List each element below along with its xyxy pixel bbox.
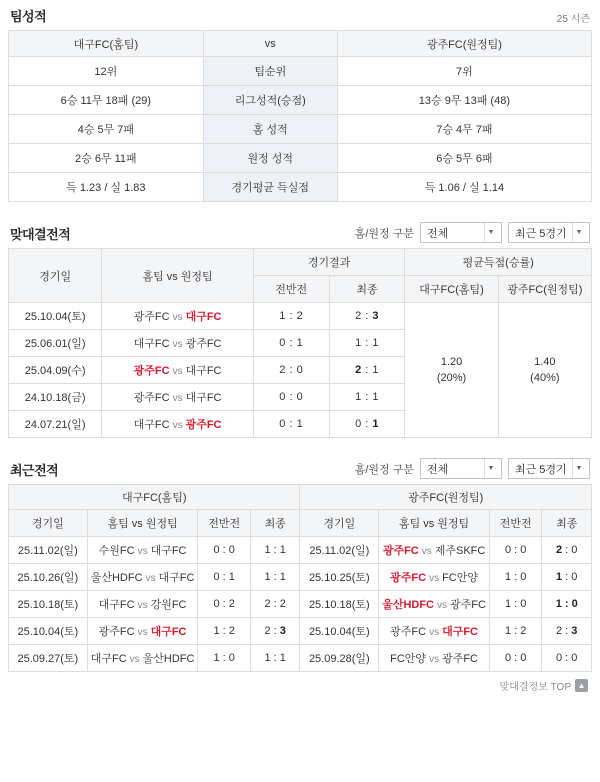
vs-label: vs [421, 546, 432, 557]
h2h-range-value: 최근 5경기 [515, 227, 567, 240]
away-team: 강원FC [150, 599, 187, 611]
table-header-row [9, 249, 592, 276]
final-score [542, 618, 592, 645]
vs-label: vs [129, 654, 140, 665]
home-value: 6승 11무 18패 (29) [9, 86, 204, 115]
header-date-away: 경기일 [300, 510, 379, 537]
home-value: 2승 6무 11패 [9, 144, 204, 173]
recent-header [8, 452, 592, 484]
h2h-homeaway-value: 전체 [427, 227, 449, 240]
vs-label: vs [172, 339, 183, 350]
home-team: 광주FC [390, 572, 427, 584]
vs-label: vs [172, 366, 183, 377]
final-left: 1 : 1 [355, 391, 379, 403]
away-value: 6승 5무 6패 [337, 144, 591, 173]
half-score: 0 : 1 [253, 330, 329, 357]
recent-range-value: 최근 5경기 [515, 463, 567, 476]
row-label: 팀순위 [203, 57, 337, 86]
home-team: 광주FC [98, 626, 135, 638]
group-home-team: 대구FC(홈팀) [9, 485, 300, 510]
match-date: 25.10.04(토) [9, 303, 102, 330]
final-score [329, 411, 405, 438]
header-date-home: 경기일 [9, 510, 88, 537]
header-match-home: 홈팀 vs 원정팀 [87, 510, 198, 537]
match-date: 25.10.04(토) [9, 618, 88, 645]
away-team: 대구FC [442, 626, 478, 638]
header-avg-away: 광주FC(원정팀) [498, 276, 591, 303]
away-team: 제주SKFC [434, 545, 486, 557]
final-score [542, 564, 592, 591]
h2h-body [9, 303, 592, 438]
chevron-down-icon: ▼ [572, 223, 585, 242]
final-right: 3 [372, 310, 379, 322]
final-left: 1 : 1 [264, 544, 286, 556]
away-team: FC안양 [442, 572, 478, 584]
final-score [329, 357, 405, 384]
vs-label: vs [137, 627, 148, 638]
match-teams [87, 564, 198, 591]
header-avg-home: 대구FC(홈팀) [405, 276, 498, 303]
half-score: 0 : 0 [198, 537, 250, 564]
vs-label: vs [429, 573, 440, 584]
match-teams [102, 303, 254, 330]
header-final-away: 최종 [542, 510, 592, 537]
row-label: 홈 성적 [203, 115, 337, 144]
match-teams [102, 330, 254, 357]
header-half: 전반전 [253, 276, 329, 303]
final-score [329, 303, 405, 330]
match-teams [102, 411, 254, 438]
header-final: 최종 [329, 276, 405, 303]
home-value: 4승 5무 7패 [9, 115, 204, 144]
chevron-down-icon: ▼ [572, 459, 585, 478]
final-left: 1 : 1 [264, 652, 286, 664]
home-team: 대구FC [133, 419, 170, 431]
match-date: 25.10.26(일) [9, 564, 88, 591]
final-left: 2 : [264, 625, 280, 637]
final-left: 2 [355, 364, 362, 376]
half-score: 1 : 2 [253, 303, 329, 330]
final-score [250, 564, 300, 591]
away-team: 광주FC [450, 599, 486, 611]
final-left: 0 : 0 [556, 652, 578, 664]
match-date: 24.10.18(금) [9, 384, 102, 411]
avg-away-cell [498, 303, 591, 438]
match-date: 25.11.02(일) [9, 537, 88, 564]
match-teams [379, 591, 490, 618]
match-date: 25.11.02(일) [300, 537, 379, 564]
home-value: 득 1.23 / 실 1.83 [9, 173, 204, 202]
row-label: 원정 성적 [203, 144, 337, 173]
away-value: 득 1.06 / 실 1.14 [337, 173, 591, 202]
h2h-homeaway-select[interactable] [420, 222, 502, 243]
final-score [542, 591, 592, 618]
match-date: 25.10.25(토) [300, 564, 379, 591]
recent-homeaway-select[interactable] [420, 458, 502, 479]
final-score [329, 330, 405, 357]
chevron-down-icon: ▼ [484, 459, 497, 478]
final-score [542, 537, 592, 564]
final-right: 3 [279, 625, 286, 637]
avg-away-rate: (40%) [530, 372, 560, 384]
recent-filter-label: 홈/원정 구분 [354, 463, 414, 476]
header-avg: 평균득점(승률) [405, 249, 592, 276]
vs-label: vs [137, 600, 148, 611]
header-match-away: 홈팀 vs 원정팀 [379, 510, 490, 537]
half-score: 1 : 0 [489, 591, 541, 618]
group-header-row [9, 485, 592, 510]
half-score: 1 : 0 [489, 564, 541, 591]
group-away-team: 광주FC(원정팀) [300, 485, 592, 510]
final-left: 2 : [556, 625, 572, 637]
home-team: 대구FC [98, 599, 135, 611]
match-teams [87, 645, 198, 672]
final-score [250, 645, 300, 672]
season-label: 25 시즌 [556, 14, 590, 25]
final-right: : 0 [562, 571, 578, 583]
match-teams [87, 618, 198, 645]
table-row [9, 115, 592, 144]
match-teams [379, 537, 490, 564]
section-title-recent: 최근전적 [10, 463, 59, 478]
header-half-home: 전반전 [198, 510, 250, 537]
footer-label: 맞대결정보 TOP [499, 682, 571, 693]
table-row [9, 564, 592, 591]
away-team: 대구FC [158, 572, 195, 584]
final-left: 2 [556, 544, 563, 556]
final-right: : 1 [361, 364, 379, 376]
half-score: 0 : 0 [489, 537, 541, 564]
home-team: 광주FC [133, 311, 170, 323]
final-score [250, 618, 300, 645]
table-header-row [9, 31, 592, 57]
vs-label: vs [429, 627, 440, 638]
vs-label: vs [172, 312, 183, 323]
vs-label: vs [429, 654, 440, 665]
final-left: 1 : 1 [355, 337, 379, 349]
table-row [9, 618, 592, 645]
recent-body [9, 537, 592, 672]
final-left: 2 : [355, 310, 373, 322]
header-away-team: 광주FC(원정팀) [337, 31, 591, 57]
match-teams [102, 384, 254, 411]
h2h-header [8, 216, 592, 248]
away-team: 광주FC [185, 419, 222, 431]
table-row [9, 173, 592, 202]
final-left: 2 : 2 [264, 598, 286, 610]
away-team: 대구FC [185, 311, 222, 323]
recent-filters [355, 458, 590, 479]
away-value: 7위 [337, 57, 591, 86]
half-score: 0 : 1 [198, 564, 250, 591]
vs-label: vs [172, 393, 183, 404]
half-score: 1 : 2 [198, 618, 250, 645]
home-team: 울산HDFC [382, 599, 435, 611]
away-value: 13승 9무 13패 (48) [337, 86, 591, 115]
final-left: 1 [556, 571, 563, 583]
home-team: 대구FC [133, 338, 170, 350]
final-score [542, 645, 592, 672]
away-team: 대구FC [150, 626, 187, 638]
vs-label: vs [145, 573, 156, 584]
away-team: 대구FC [150, 545, 187, 557]
header-result: 경기결과 [253, 249, 405, 276]
home-team: 광주FC [390, 626, 427, 638]
home-value: 12위 [9, 57, 204, 86]
match-teams [379, 618, 490, 645]
section-title-team-stats: 팀성적 [10, 9, 47, 24]
row-label: 리그성적(승점) [203, 86, 337, 115]
header-date: 경기일 [9, 249, 102, 303]
vs-label: vs [137, 546, 148, 557]
home-team: 광주FC [133, 392, 170, 404]
h2h-table [8, 248, 592, 438]
avg-home-value: 1.20 [440, 355, 463, 368]
home-team: 광주FC [382, 545, 419, 557]
match-teams [102, 357, 254, 384]
match-date: 24.07.21(일) [9, 411, 102, 438]
away-value: 7승 4무 7패 [337, 115, 591, 144]
header-vs: vs [203, 31, 337, 57]
scroll-top-icon[interactable]: ▲ [575, 679, 588, 692]
final-right: 1 [372, 418, 379, 430]
match-date: 25.09.28(일) [300, 645, 379, 672]
header-match: 홈팀 vs 원정팀 [102, 249, 254, 303]
vs-label: vs [437, 600, 448, 611]
half-score: 2 : 0 [253, 357, 329, 384]
h2h-filter-label: 홈/원정 구분 [354, 227, 414, 240]
home-team: 광주FC [133, 365, 170, 377]
match-teams [87, 537, 198, 564]
final-left: 1 : 0 [555, 598, 578, 610]
half-score: 1 : 0 [198, 645, 250, 672]
half-score: 0 : 1 [253, 411, 329, 438]
final-right: 3 [571, 625, 578, 637]
home-team: 수원FC [98, 545, 135, 557]
match-date: 25.10.18(토) [300, 591, 379, 618]
match-date: 25.04.09(수) [9, 357, 102, 384]
away-team: 광주FC [442, 653, 478, 665]
table-row [9, 303, 592, 330]
home-team: 울산HDFC [90, 572, 143, 584]
recent-table [8, 484, 592, 672]
final-score [329, 384, 405, 411]
recent-range-select[interactable] [508, 458, 590, 479]
half-score: 0 : 0 [489, 645, 541, 672]
match-teams [379, 645, 490, 672]
match-teams [379, 564, 490, 591]
header-half-away: 전반전 [489, 510, 541, 537]
h2h-range-select[interactable] [508, 222, 590, 243]
team-stats-table [8, 30, 592, 202]
team-stats-header [8, 0, 592, 30]
recent-homeaway-value: 전체 [427, 463, 449, 476]
avg-away-value: 1.40 [534, 355, 556, 368]
header-final-home: 최종 [250, 510, 300, 537]
home-team: 대구FC [90, 653, 127, 665]
away-team: 대구FC [185, 365, 222, 377]
final-left: 0 : [355, 418, 373, 430]
match-date: 25.06.01(일) [9, 330, 102, 357]
table-row [9, 86, 592, 115]
footer [8, 672, 592, 697]
h2h-filters [355, 222, 590, 243]
table-row [9, 591, 592, 618]
row-label: 경기평균 득실점 [203, 173, 337, 202]
match-date: 25.10.18(토) [9, 591, 88, 618]
table-row [9, 537, 592, 564]
avg-home-rate: (20%) [436, 372, 467, 384]
half-score: 1 : 2 [489, 618, 541, 645]
match-date: 25.09.27(토) [9, 645, 88, 672]
away-team: 광주FC [185, 338, 222, 350]
avg-home-cell [405, 303, 498, 438]
away-team: 울산HDFC [142, 653, 195, 665]
vs-label: vs [172, 420, 183, 431]
final-score [250, 591, 300, 618]
table-row [9, 144, 592, 173]
final-right: : 0 [562, 544, 578, 556]
chevron-down-icon: ▼ [484, 223, 497, 242]
match-teams [87, 591, 198, 618]
header-home-team: 대구FC(홈팀) [9, 31, 204, 57]
match-date: 25.10.04(토) [300, 618, 379, 645]
final-left: 1 : 1 [264, 571, 286, 583]
home-team: FC안양 [390, 653, 427, 665]
final-score [250, 537, 300, 564]
away-team: 대구FC [185, 392, 222, 404]
table-header-row [9, 510, 592, 537]
half-score: 0 : 2 [198, 591, 250, 618]
half-score: 0 : 0 [253, 384, 329, 411]
table-row [9, 57, 592, 86]
section-title-h2h: 맞대결전적 [10, 227, 71, 242]
table-row [9, 645, 592, 672]
